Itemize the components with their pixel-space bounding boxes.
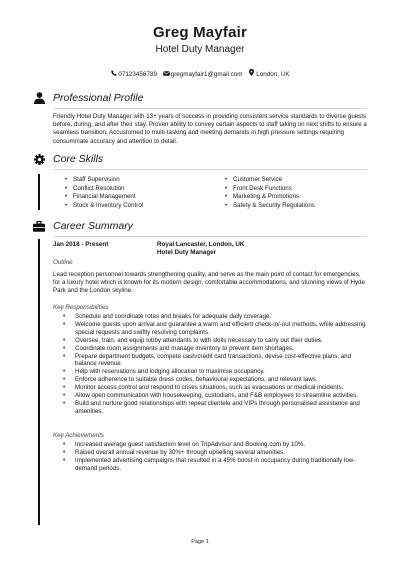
candidate-title: Hotel Duty Manager xyxy=(155,44,245,55)
skill-item: • Stock & Inventory Control xyxy=(65,202,215,211)
section-divider xyxy=(53,108,367,109)
list-item: • Implemented advertising campaigns that resulted in a 45% boost in occupancy during traditionally low-demand periods. xyxy=(63,457,368,473)
skill-item: • Staff Supervision xyxy=(65,176,215,185)
section-title: Professional Profile xyxy=(53,92,144,104)
candidate-name: Greg Mayfair xyxy=(152,24,248,41)
profile-summary: Friendly Hotel Duty Manager with 13+ years of success in providing consistent service standards to diverse guests before, during, and after their stay. Proven ability to convey certain aspects to staff taking on next shifts to ensure a seamless transition. Accustomed to multi-tasking and meeting demands in high pressure settings requiring consummate accuracy and attention to detail. xyxy=(53,113,367,145)
skills-column-left xyxy=(65,176,215,210)
section-skills-heading xyxy=(33,152,103,166)
briefcase-icon xyxy=(33,220,45,232)
responsibilities-list xyxy=(63,313,368,416)
list-item: • Monitor access control and respond to crises situations, such as evacuations or medical incidents. xyxy=(63,384,368,392)
section-divider xyxy=(53,169,367,170)
list-item: • Welcome guests upon arrival and guarantee a warm and efficient check-in/-out methods, while addressing special requests and swiftly resolving complaints. xyxy=(63,321,368,337)
contact-email xyxy=(163,71,243,78)
contact-location xyxy=(248,69,289,78)
outline-text: Lead reception personnel towards strengthening quality, and serve as the main point of contact for emergencies, for a luxury hotel which is known for its modern design, comfortable accommodations, and stunning views of Hyde Park and the London skyline. xyxy=(53,271,365,295)
page-number: Page 1 xyxy=(191,539,209,545)
skill-item: • Customer Service xyxy=(225,176,375,185)
skill-item: • Marketing & Promotions xyxy=(225,193,375,202)
list-item: • Coordinate room assignments and manage inventory to prevent item shortages. xyxy=(63,345,368,353)
responsibilities-label: Key Responsibilities xyxy=(53,304,109,311)
list-item: • Oversee, train, and equip lobby attendants to with skills necessary to carry out their duties. xyxy=(63,337,368,345)
list-item: • Allow open communication with housekeeping, custodians, and F&B employees to streamline activities. xyxy=(63,392,368,400)
career-accent-bar xyxy=(38,239,40,525)
list-item: • Help with reservations and lodging allocation to maximise occupancy. xyxy=(63,368,368,376)
list-item: • Increased average guest satisfaction level on TripAdvisor and Booking.com by 10%. xyxy=(63,441,368,449)
list-item: • Enforce adherence to suitable dress codes, behavioural expectations, and relevant laws. xyxy=(63,376,368,384)
location-pin-icon xyxy=(248,69,255,78)
job-dates: Jan 2018 - Present xyxy=(53,241,109,248)
phone-number: 07123456789 xyxy=(118,71,157,78)
person-icon xyxy=(33,92,45,104)
achievements-label: Key Achievements xyxy=(53,432,105,439)
envelope-icon xyxy=(163,71,170,78)
job-employer-block xyxy=(157,241,244,258)
skills-accent-bar xyxy=(38,174,40,210)
skill-item: • Conflict Resolution xyxy=(65,185,215,194)
list-item: • Prepare department budgets, compete cash/credit card transactions, devise cost-effective plans, and balance revenue. xyxy=(63,353,368,369)
phone-icon xyxy=(110,70,117,78)
skill-item: • Safety & Security Regulations xyxy=(225,202,375,211)
section-career-heading xyxy=(33,219,133,233)
list-item: • Schedule and coordinate rotas and breaks for adequate daily coverage. xyxy=(63,313,368,321)
email-address: gregmayfair1@gmail.com xyxy=(170,71,243,78)
section-title: Core Skills xyxy=(53,153,104,165)
list-item: • Build and nurture good relationships with repeat clientele and VIPs through personalised assistance and amenities. xyxy=(63,400,368,416)
contact-line xyxy=(0,69,400,78)
skill-item: • Front Desk Functions xyxy=(225,185,375,194)
achievements-list xyxy=(63,441,368,473)
list-item: • Raised overall annual revenue by 30%+ through upselling several amenities. xyxy=(63,449,368,457)
skills-column-right xyxy=(225,176,375,210)
job-employer: Royal Lancaster, London, UK xyxy=(157,241,245,248)
outline-label: Outline xyxy=(53,259,73,266)
location-text: London, UK xyxy=(256,71,290,78)
contact-phone xyxy=(110,70,157,78)
section-profile-heading xyxy=(33,91,143,105)
skill-item: • Financial Management xyxy=(65,193,215,202)
section-divider xyxy=(53,236,367,237)
job-role: Hotel Duty Manager xyxy=(157,249,217,257)
gear-icon xyxy=(33,153,45,165)
section-title: Career Summary xyxy=(53,220,133,232)
